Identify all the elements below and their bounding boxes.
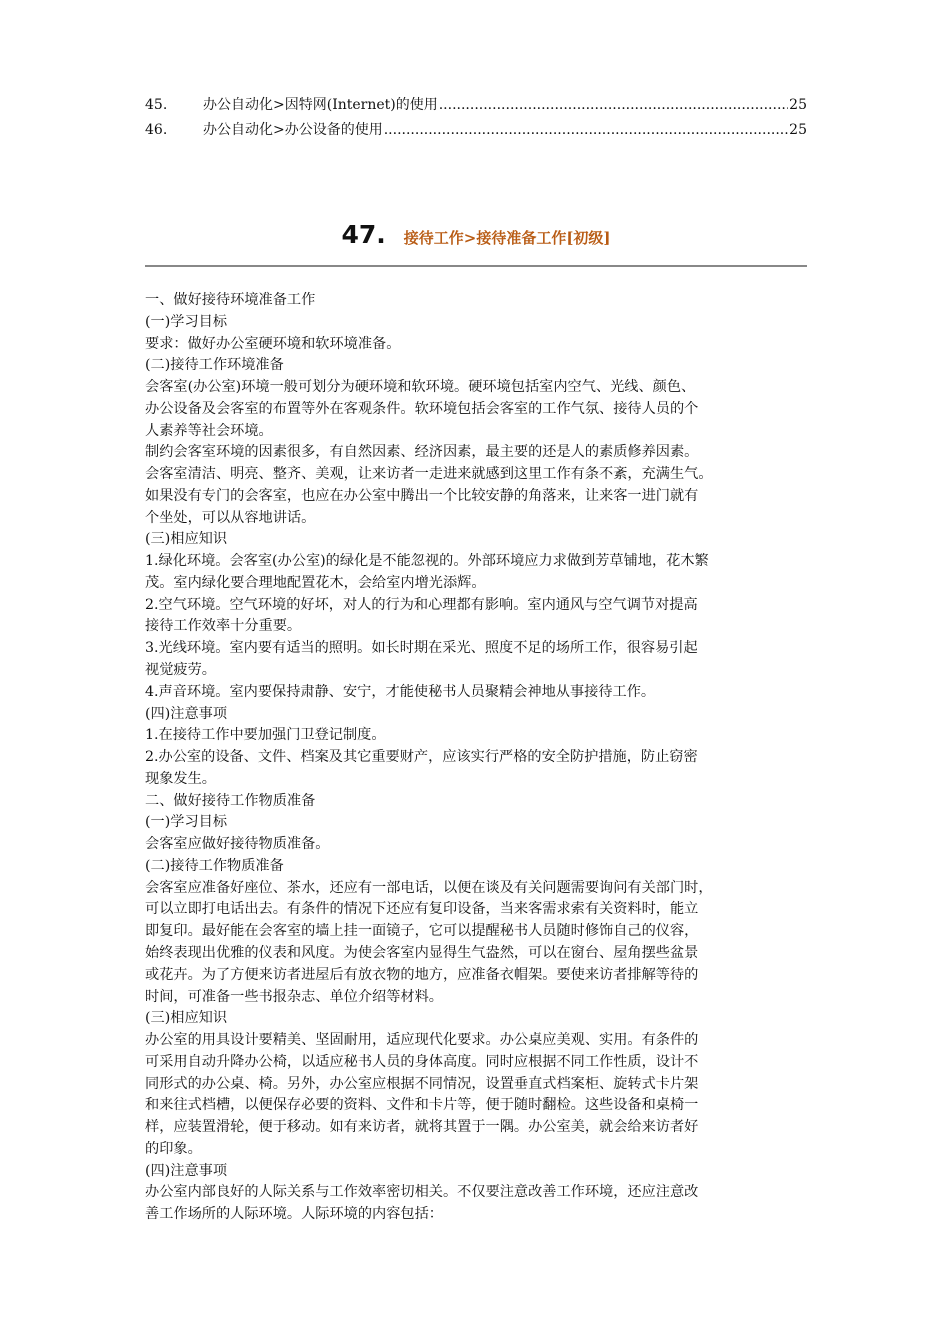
toc-dot-leader <box>384 122 788 138</box>
text-line: 和来往式档槽，以便保存必要的资料、文件和卡片等，便于随时翻检。这些设备和桌椅一 <box>145 1097 699 1114</box>
text-line: (二)接待工作环境准备 <box>145 357 284 374</box>
section-title: 接待工作>接待准备工作[初级] <box>403 229 611 247</box>
text-line: 的印象。 <box>145 1140 202 1157</box>
section-number: 47. <box>341 220 386 249</box>
body-text <box>145 290 807 1226</box>
text-line: 可采用自动升降办公椅，以适应秘书人员的身体高度。同时应根据不同工作性质，设计不 <box>145 1053 699 1070</box>
text-line: 1.在接待工作中要加强门卫登记制度。 <box>145 727 386 744</box>
text-line: 1.绿化环境。会客室(办公室)的绿化是不能忽视的。外部环境应力求做到芳草铺地，花木繁 <box>145 553 709 570</box>
text-line: 接待工作效率十分重要。 <box>145 618 302 635</box>
text-line: 4.声音环境。室内要保持肃静、安宁，才能使秘书人员聚精会神地从事接待工作。 <box>145 683 656 700</box>
text-line: 同形式的办公桌、椅。另外，办公室应根据不同情况，设置垂直式档案柜、旋转式卡片架 <box>145 1075 699 1092</box>
heading-divider <box>145 265 807 267</box>
text-line: (二)接待工作物质准备 <box>145 857 284 874</box>
text-line: 或花卉。为了方便来访者进屋后有放衣物的地方，应准备衣帽架。要使来访者排解等待的 <box>145 966 699 983</box>
text-line: 现象发生。 <box>145 770 216 787</box>
text-line: 办公设备及会客室的布置等外在客观条件。软环境包括会客室的工作气氛、接待人员的个 <box>145 400 699 417</box>
text-line: 会客室应准备好座位、茶水，还应有一部电话，以便在谈及有关问题需要询问有关部门时， <box>145 879 713 896</box>
text-line: 时间，可准备一些书报杂志、单位介绍等材料。 <box>145 988 443 1005</box>
toc-entry-number: 45. <box>145 97 168 113</box>
text-line: 善工作场所的人际环境。人际环境的内容包括： <box>145 1206 443 1223</box>
text-line: (四)注意事项 <box>145 705 228 722</box>
text-line: 样，应装置滑轮，便于移动。如有来访者，就将其置于一隅。办公室美，就会给来访者好 <box>145 1119 699 1136</box>
text-line: 办公室内部良好的人际关系与工作效率密切相关。不仅要注意改善工作环境，还应注意改 <box>145 1184 699 1201</box>
text-line: (一)学习目标 <box>145 313 228 330</box>
text-line: 2.空气环境。空气环境的好坏，对人的行为和心理都有影响。室内通风与空气调节对提高 <box>145 596 698 613</box>
toc-entry[interactable] <box>145 94 807 119</box>
text-line: 会客室(办公室)环境一般可划分为硬环境和软环境。硬环境包括室内空气、光线、颜色、 <box>145 379 696 396</box>
text-line: 如果没有专门的会客室，也应在办公室中腾出一个比较安静的角落来，让来客一进门就有 <box>145 487 699 504</box>
text-line: 要求：做好办公室硬环境和软环境准备。 <box>145 335 401 352</box>
text-line: (四)注意事项 <box>145 1162 228 1179</box>
text-line: (一)学习目标 <box>145 814 228 831</box>
text-line: 二、做好接待工作物质准备 <box>145 792 316 809</box>
toc-dot-leader <box>439 97 788 113</box>
text-line: 一、做好接待环境准备工作 <box>145 292 316 308</box>
text-line: 视觉疲劳。 <box>145 662 216 679</box>
text-line: 人素养等社会环境。 <box>145 422 273 439</box>
text-line: 办公室的用具设计要精美、坚固耐用，适应现代化要求。办公桌应美观、实用。有条件的 <box>145 1032 699 1049</box>
toc-entry[interactable] <box>145 119 807 144</box>
table-of-contents <box>145 94 807 144</box>
text-line: 会客室清洁、明亮、整齐、美观，让来访者一走进来就感到这里工作有条不紊，充满生气。 <box>145 466 713 483</box>
text-line: (三)相应知识 <box>145 1010 228 1027</box>
toc-entry-page: 25 <box>789 122 807 138</box>
text-line: 3.光线环境。室内要有适当的照明。如长时期在采光、照度不足的场所工作，很容易引起 <box>145 640 698 657</box>
text-line: 即复印。最好能在会客室的墙上挂一面镜子，它可以提醒秘书人员随时修饰自己的仪容， <box>145 923 699 940</box>
text-line: 2.办公室的设备、文件、档案及其它重要财产，应该实行严格的安全防护措施，防止窃密 <box>145 749 698 766</box>
text-line: 始终表现出优雅的仪表和风度。为使会客室内显得生气盎然，可以在窗台、屋角摆些盆景 <box>145 944 699 961</box>
text-line: 制约会客室环境的因素很多，有自然因素、经济因素，最主要的还是人的素质修养因素。 <box>145 444 699 461</box>
text-line: (三)相应知识 <box>145 531 228 548</box>
toc-entry-title: 办公自动化>办公设备的使用 <box>203 122 383 138</box>
toc-entry-page: 25 <box>789 97 807 113</box>
text-line: 个坐处，可以从容地讲话。 <box>145 509 316 526</box>
text-line: 会客室应做好接待物质准备。 <box>145 836 330 853</box>
text-line: 可以立即打电话出去。有条件的情况下还应有复印设备，当来客需求索有关资料时，能立 <box>145 901 699 918</box>
toc-entry-number: 46. <box>145 122 168 138</box>
text-line: 茂。室内绿化要合理地配置花木，会给室内增光添辉。 <box>145 574 486 591</box>
toc-entry-title: 办公自动化>因特网(Internet)的使用 <box>203 97 438 113</box>
section-heading <box>145 220 807 249</box>
